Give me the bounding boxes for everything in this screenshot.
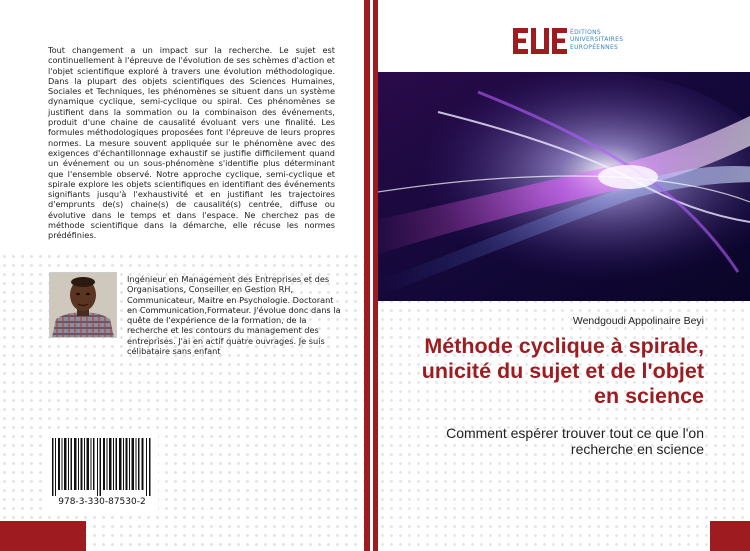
author-bio: Ingénieur en Management des Entreprises et des Organisations, Conseiller en Gestion RH, Communicateur, Maitre en Psychologie. Doctorant en Communication,Formateur. J'évolue donc dans la quête de l'expérience de la formation, de la recherche et les contours du management des entreprises. J'ai en actif quatre ouvrages. Je suis célibataire sans enfant <box>127 274 341 357</box>
back-cover-summary: Tout changement a un impact sur la recherche. Le sujet est continuellement à l'épreuve de l'évolution de ses schèmes d'action et l'objet scientifique exploré à travers une évolution méthodologique. Dans la plupart des objets scientifiques des Sciences Humaines, Sociales et Techniques, les phénomènes se situent dans un système dynamique cyclique, semi-cyclique ou spiral. Ces phénomènes se justifient dans la sommation ou la combinaison des événements, produit d'une chaine de causalité évoluant vers une finalité. Les formules méthodologiques proposées font l'épreuve de leurs propres normes. La mesure souvent appliquée sur le phénomène avec des exigences d'échantillonnage exhaustif se justifie difficilement quand un événement ou un sous-phénomène s'identifie plus déterminant que l'ensemble observé. Notre approche cyclique, semi-cyclique et spirale explore les objets scientifiques en identifiant des événements signifiants jusqu'à l'exhaustivité et en justifiant les trajectoires d'emprunts de(s) chaine(s) de causalité(s) centrée, diffuse ou évolutive dans le temps et dans l'espace. Ne cherchez pas de méthode scientifique dans la démarche, elle récuse les normes prédéfinies. <box>48 45 335 241</box>
author-photo <box>49 272 117 338</box>
cover-artwork <box>378 72 750 301</box>
barcode-image <box>52 438 152 496</box>
publisher-line-3: EUROPÉENNES <box>570 43 619 51</box>
book-title: Méthode cyclique à spirale, unicité du sujet et de l'objet en science <box>421 334 704 408</box>
back-bottom-red-bar <box>0 521 86 551</box>
front-author-name: Wendgoudi Appolinaire Beyi <box>572 315 704 327</box>
front-bottom-red-bar <box>710 521 750 551</box>
abstract-light-artwork <box>378 72 750 301</box>
publisher-name <box>570 29 623 51</box>
front-cover <box>378 0 750 551</box>
back-cover <box>0 0 364 551</box>
publisher-line-1: ÉDITIONS <box>570 29 602 36</box>
barcode-area <box>46 434 158 514</box>
publisher-line-2: UNIVERSITAIRES <box>570 36 624 44</box>
isbn-number: 978-3-330-87530-2 <box>58 497 146 507</box>
book-subtitle: Comment espérer trouver tout ce que l'on recherche en science <box>446 425 704 457</box>
author-portrait-image <box>50 273 116 337</box>
spine-white-stripe <box>370 0 373 551</box>
publisher-logo <box>513 26 567 56</box>
